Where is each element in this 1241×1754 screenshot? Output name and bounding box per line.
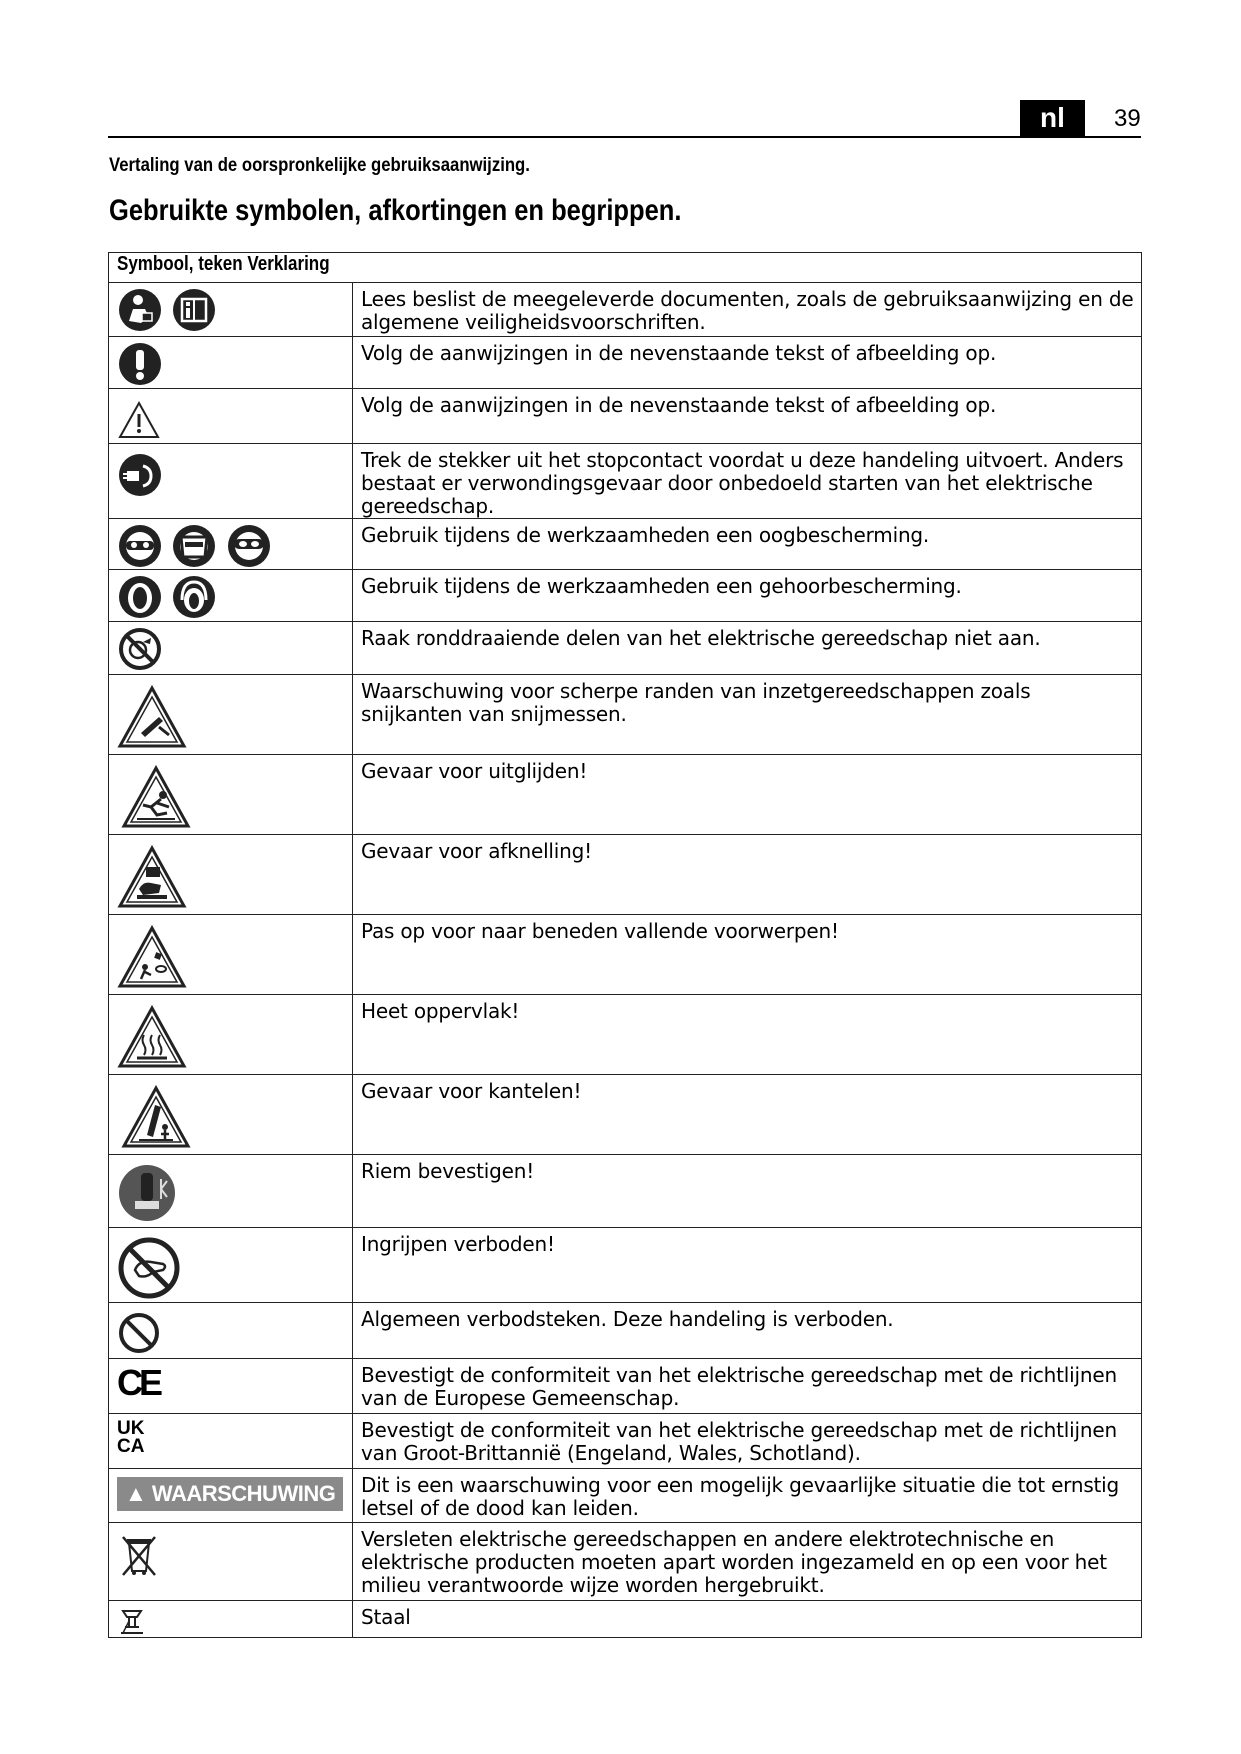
table-header-row (109, 253, 1142, 283)
description-cell: Algemeen verbodsteken. Deze handeling is verboden. (353, 1303, 1142, 1359)
language-badge: nl (1020, 100, 1085, 137)
steel-icon (117, 1607, 147, 1637)
description-cell: Bevestigt de conformiteit van het elektrische gereedschap met de richtlijnen van Groot-Brittannië (Engeland, Wales, Schotland). (353, 1414, 1142, 1469)
description-cell: Gevaar voor afknelling! (353, 835, 1142, 915)
table-row (109, 1303, 1142, 1359)
description-cell: Gebruik tijdens de werkzaamheden een gehoorbescherming. (353, 570, 1142, 622)
table-row (109, 444, 1142, 519)
description-cell: Bevestigt de conformiteit van het elektrische gereedschap met de richtlijnen van de Europese Gemeenschap. (353, 1359, 1142, 1414)
table-row (109, 1601, 1142, 1638)
description-cell: Waarschuwing voor scherpe randen van inzetgereedschappen zoals snijkanten van snijmessen. (353, 675, 1142, 755)
symbol-cell (109, 1155, 353, 1228)
symbol-cell (109, 1469, 353, 1523)
symbol-cell (109, 570, 353, 622)
table-header: Symbool, teken Verklaring (109, 253, 1142, 283)
symbol-cell (109, 1359, 353, 1414)
description-cell: Dit is een waarschuwing voor een mogelijk gevaarlijke situatie die tot ernstig letsel of de dood kan leiden. (353, 1469, 1142, 1523)
symbol-cell (109, 519, 353, 570)
symbol-cell (109, 915, 353, 995)
description-cell: Trek de stekker uit het stopcontact voordat u deze handeling uitvoert. Anders bestaat er verwondingsgevaar door onbedoeld starten van het elektrische gereedschap. (353, 444, 1142, 519)
falling-objects-icon (117, 925, 187, 991)
table-row (109, 1228, 1142, 1303)
symbol-cell (109, 1601, 353, 1638)
warning-label-icon: ▲ WAARSCHUWING (117, 1477, 343, 1511)
earmuffs-icon (171, 574, 217, 620)
description-cell: Riem bevestigen! (353, 1155, 1142, 1228)
ce-mark-icon: CE (117, 1362, 160, 1403)
symbol-cell (109, 1075, 353, 1155)
symbol-table (108, 252, 1142, 1638)
table-row (109, 1155, 1142, 1228)
fasten-strap-icon (117, 1163, 177, 1223)
no-reaching-icon (117, 1236, 181, 1300)
table-row (109, 995, 1142, 1075)
slip-hazard-icon (121, 765, 191, 831)
symbol-cell (109, 675, 353, 755)
symbol-cell (109, 1523, 353, 1601)
table-row (109, 283, 1142, 337)
page-title: Gebruikte symbolen, afkortingen en begrippen. (109, 194, 682, 227)
unplug-icon (117, 452, 163, 498)
table-row (109, 519, 1142, 570)
symbol-cell (109, 1228, 353, 1303)
do-not-touch-rotating-icon (117, 626, 163, 672)
table-row (109, 389, 1142, 444)
description-cell: Lees beslist de meegeleverde documenten, zoals de gebruiksaanwijzing en de algemene veiligheidsvoorschriften. (353, 283, 1142, 337)
book-info-icon (171, 287, 217, 333)
table-row (109, 622, 1142, 675)
symbol-cell (109, 1303, 353, 1359)
table-row (109, 337, 1142, 389)
table-row (109, 570, 1142, 622)
header-rule (108, 136, 1141, 138)
description-cell: Volg de aanwijzingen in de nevenstaande tekst of afbeelding op. (353, 389, 1142, 444)
hot-surface-icon (117, 1005, 187, 1071)
eye-protection-icon (117, 523, 163, 569)
prohibition-icon (117, 1311, 161, 1355)
table-row (109, 1414, 1142, 1469)
warning-triangle-icon (117, 399, 161, 443)
read-manual-icon (117, 287, 163, 333)
description-cell: Raak ronddraaiende delen van het elektrische gereedschap niet aan. (353, 622, 1142, 675)
table-row (109, 915, 1142, 995)
subtitle: Vertaling van de oorspronkelijke gebruiksaanwijzing. (109, 155, 530, 176)
goggles-icon (226, 523, 272, 569)
symbol-cell (109, 283, 353, 337)
description-cell: Ingrijpen verboden! (353, 1228, 1142, 1303)
table-row (109, 1075, 1142, 1155)
mandatory-exclamation-icon (117, 341, 163, 387)
description-cell: Heet oppervlak! (353, 995, 1142, 1075)
ear-protection-icon (117, 574, 163, 620)
table-row (109, 835, 1142, 915)
table-row (109, 675, 1142, 755)
sharp-edges-warning-icon (117, 685, 187, 751)
symbol-cell (109, 1414, 353, 1469)
symbol-cell (109, 622, 353, 675)
symbol-cell (109, 835, 353, 915)
ukca-mark-icon: UK CA (117, 1418, 145, 1457)
description-cell: Gevaar voor uitglijden! (353, 755, 1142, 835)
description-cell: Gebruik tijdens de werkzaamheden een oogbescherming. (353, 519, 1142, 570)
table-row (109, 755, 1142, 835)
table-row (109, 1469, 1142, 1523)
description-cell: Versleten elektrische gereedschappen en andere elektrotechnische en elektrische producten moeten apart worden ingezameld en op een voor het milieu verantwoorde wijze worden hergebruikt. (353, 1523, 1142, 1601)
symbol-cell (109, 444, 353, 519)
face-shield-icon (171, 523, 217, 569)
symbol-cell (109, 389, 353, 444)
tipping-hazard-icon (121, 1085, 191, 1151)
description-cell: Volg de aanwijzingen in de nevenstaande tekst of afbeelding op. (353, 337, 1142, 389)
table-row (109, 1523, 1142, 1601)
description-cell: Gevaar voor kantelen! (353, 1075, 1142, 1155)
symbol-cell (109, 755, 353, 835)
table-row (109, 1359, 1142, 1414)
weee-bin-icon (117, 1531, 161, 1579)
symbol-cell (109, 337, 353, 389)
crushing-hazard-icon (117, 845, 187, 911)
description-cell: Staal (353, 1601, 1142, 1638)
page-number: 39 (1114, 105, 1141, 132)
description-cell: Pas op voor naar beneden vallende voorwerpen! (353, 915, 1142, 995)
symbol-cell (109, 995, 353, 1075)
